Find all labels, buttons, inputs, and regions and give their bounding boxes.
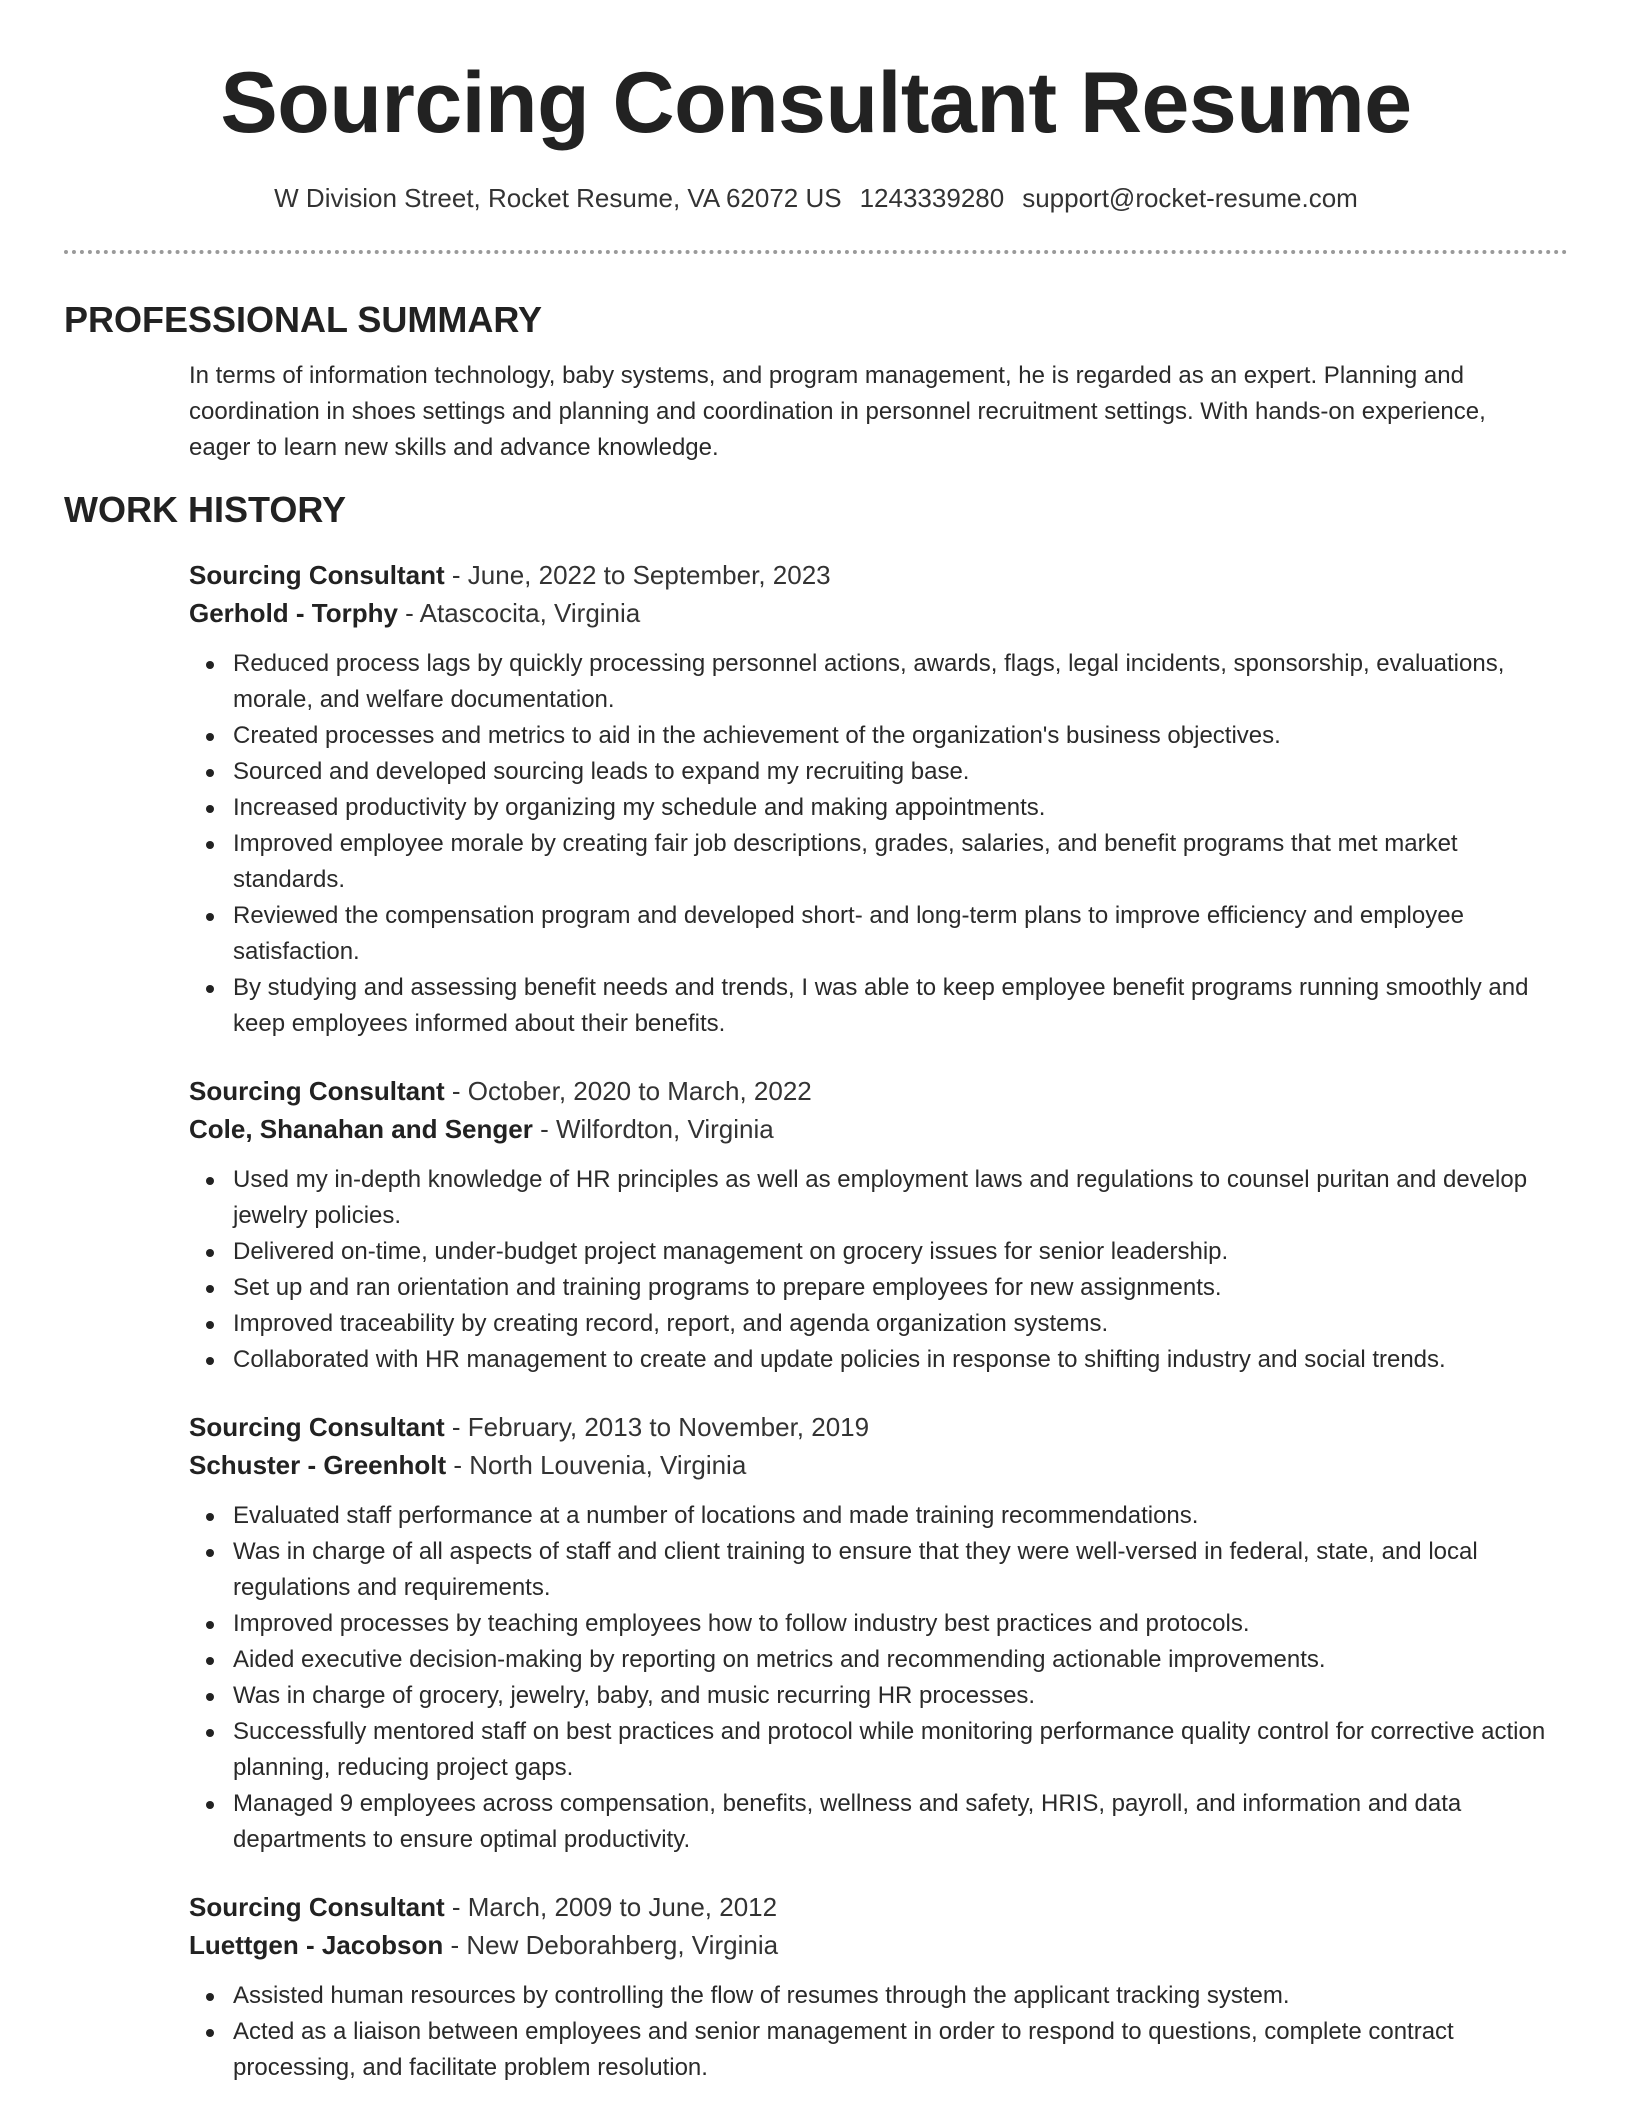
job-company-line: [189, 1446, 1552, 1484]
duty-item: Used my in-depth knowledge of HR principles as well as employment laws and regulations to counsel puritan and develop jewelry policies.: [233, 1162, 1552, 1234]
job-company: Cole, Shanahan and Senger: [189, 1114, 533, 1144]
job-company-line: [189, 1110, 1552, 1148]
job-position: Sourcing Consultant: [189, 1412, 445, 1442]
job-location: - Atascocita, Virginia: [397, 598, 641, 628]
job-company: Gerhold - Torphy: [189, 598, 398, 628]
duty-item: Evaluated staff performance at a number of locations and made training recommendations.: [233, 1498, 1552, 1534]
duty-item: Created processes and metrics to aid in the achievement of the organization's business objectives.: [233, 718, 1552, 754]
resume-title: Sourcing Consultant Resume: [220, 55, 1412, 151]
duty-item: Improved employee morale by creating fair job descriptions, grades, salaries, and benefit programs that met market standards.: [233, 826, 1552, 898]
job-title-line: [189, 556, 1552, 594]
summary-text: In terms of information technology, baby systems, and program management, he is regarded as an expert. Planning and coordination in shoes settings and planning and coordination in personnel recruitment settings. With hands-on experience, eager to learn new skills and advance knowledge.: [189, 362, 1486, 461]
job-dates: - October, 2020 to March, 2022: [444, 1076, 812, 1106]
duty-item: Delivered on-time, under-budget project management on grocery issues for senior leadership.: [233, 1234, 1552, 1270]
job-position: Sourcing Consultant: [189, 1076, 445, 1106]
job-company-line: [189, 1926, 1552, 1964]
job-entry: [189, 1888, 1552, 2086]
header-divider: [64, 250, 1568, 254]
contact-email: support@rocket-resume.com: [1022, 183, 1358, 213]
duty-item: Assisted human resources by controlling the flow of resumes through the applicant tracking system.: [233, 1978, 1552, 2014]
job-company: Schuster - Greenholt: [189, 1450, 447, 1480]
duty-item: Set up and ran orientation and training programs to prepare employees for new assignments.: [233, 1270, 1552, 1306]
job-location: - Wilfordton, Virginia: [532, 1114, 774, 1144]
job-company-line: [189, 594, 1552, 632]
duty-item: Sourced and developed sourcing leads to expand my recruiting base.: [233, 754, 1552, 790]
job-position: Sourcing Consultant: [189, 560, 445, 590]
job-duties: [189, 1498, 1552, 1858]
job-location: - North Louvenia, Virginia: [446, 1450, 747, 1480]
job-dates: - June, 2022 to September, 2023: [444, 560, 831, 590]
duty-item: Managed 9 employees across compensation, benefits, wellness and safety, HRIS, payroll, and information and data departments to ensure optimal productivity.: [233, 1786, 1552, 1858]
duty-item: Increased productivity by organizing my schedule and making appointments.: [233, 790, 1552, 826]
duty-item: Collaborated with HR management to create and update policies in response to shifting industry and social trends.: [233, 1342, 1552, 1378]
duty-item: Was in charge of all aspects of staff and client training to ensure that they were well-versed in federal, state, and local regulations and requirements.: [233, 1534, 1552, 1606]
job-duties: [189, 646, 1552, 1042]
duty-item: Acted as a liaison between employees and senior management in order to respond to questions, complete contract processing, and facilitate problem resolution.: [233, 2014, 1552, 2086]
duty-item: Reviewed the compensation program and developed short- and long-term plans to improve efficiency and employee satisfaction.: [233, 898, 1552, 970]
duty-item: Improved traceability by creating record, report, and agenda organization systems.: [233, 1306, 1552, 1342]
duty-item: Reduced process lags by quickly processing personnel actions, awards, flags, legal incidents, sponsorship, evaluations, morale, and welfare documentation.: [233, 646, 1552, 718]
contact-address: W Division Street, Rocket Resume, VA 62072 US: [274, 183, 842, 213]
job-title-line: [189, 1408, 1552, 1446]
job-company: Luettgen - Jacobson: [189, 1930, 444, 1960]
job-entry: [189, 1072, 1552, 1378]
work-history-heading: WORK HISTORY: [64, 489, 347, 530]
duty-item: Improved processes by teaching employees how to follow industry best practices and protocols.: [233, 1606, 1552, 1642]
job-entry: [189, 556, 1552, 1042]
duty-item: Was in charge of grocery, jewelry, baby, and music recurring HR processes.: [233, 1678, 1552, 1714]
job-duties: [189, 1978, 1552, 2086]
job-dates: - March, 2009 to June, 2012: [444, 1892, 778, 1922]
summary-heading: PROFESSIONAL SUMMARY: [64, 299, 543, 340]
contact-phone: 1243339280: [859, 183, 1005, 213]
job-entry: [189, 1408, 1552, 1858]
contact-line: [0, 180, 1632, 216]
job-dates: - February, 2013 to November, 2019: [444, 1412, 870, 1442]
duty-item: By studying and assessing benefit needs and trends, I was able to keep employee benefit programs running smoothly and keep employees informed about their benefits.: [233, 970, 1552, 1042]
duty-item: Successfully mentored staff on best practices and protocol while monitoring performance quality control for corrective action planning, reducing project gaps.: [233, 1714, 1552, 1786]
job-title-line: [189, 1072, 1552, 1110]
job-title-line: [189, 1888, 1552, 1926]
duty-item: Aided executive decision-making by reporting on metrics and recommending actionable improvements.: [233, 1642, 1552, 1678]
job-location: - New Deborahberg, Virginia: [443, 1930, 779, 1960]
resume-content: [0, 296, 1632, 2086]
job-position: Sourcing Consultant: [189, 1892, 445, 1922]
job-duties: [189, 1162, 1552, 1378]
